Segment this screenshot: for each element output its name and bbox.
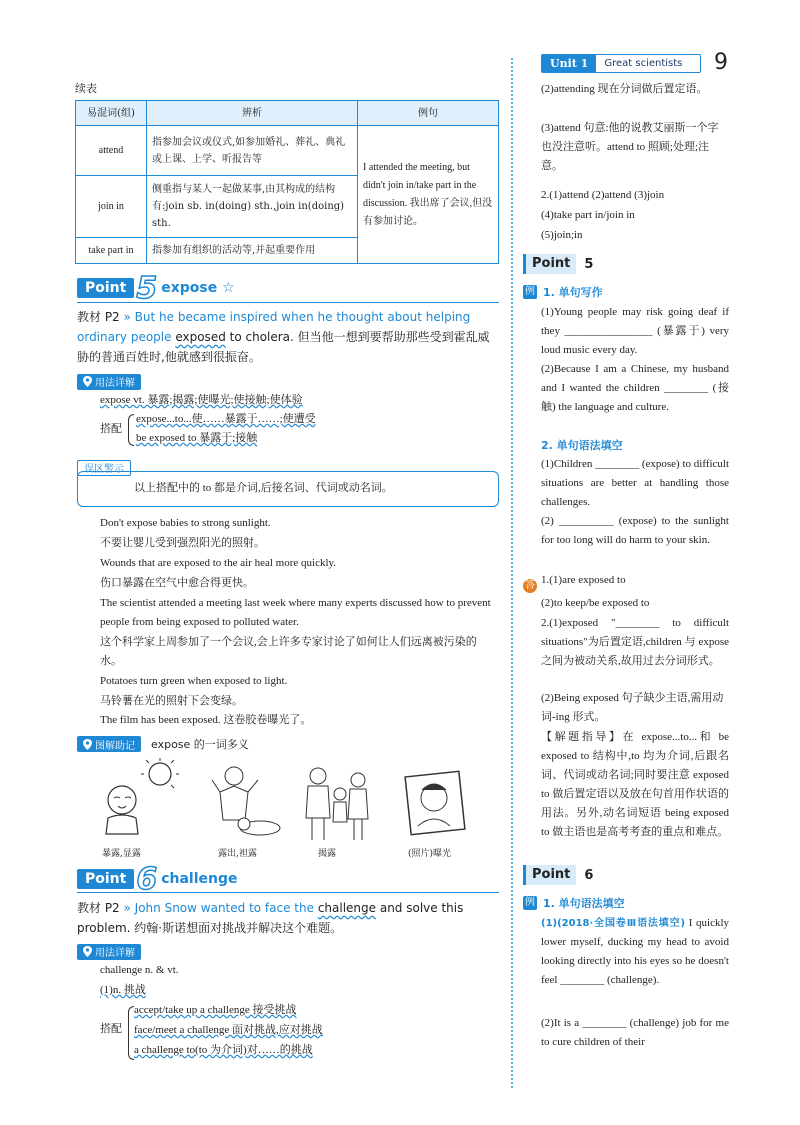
caption: 揭露 <box>318 849 337 859</box>
table-cell: take part in <box>76 238 147 264</box>
usage-tag <box>77 942 141 961</box>
answer-badge-label: 答 <box>525 580 535 591</box>
pos-line: challenge n. & vt. <box>100 964 179 976</box>
source-keyword: challenge <box>317 901 377 915</box>
men-illustration <box>208 762 288 842</box>
comparison-table <box>75 100 499 264</box>
example-en: Wounds that are exposed to the air heal more quickly. <box>100 557 337 569</box>
match-item <box>136 429 257 448</box>
section-title: 2. 单句语法填空 <box>541 439 623 452</box>
point-label: Point <box>523 254 576 274</box>
unit-label: Unit 1 <box>542 55 596 72</box>
right-point5-header <box>523 254 593 274</box>
table-cell: attend <box>76 126 147 176</box>
source-ref: 教材 P2 <box>77 901 120 915</box>
family-illustration <box>298 764 378 844</box>
column-divider <box>511 58 513 1088</box>
usage-tag-label: 用法详解 <box>95 948 135 959</box>
source-text: » But he became inspired when he thought about helping ordinary people <box>77 310 471 344</box>
example-badge: 例 <box>525 286 535 297</box>
table-cell: 指参加有组织的活动等,并起重要作用 <box>147 238 358 264</box>
caption: 暴露,显露 <box>102 849 141 859</box>
match-label: 搭配 <box>100 1023 122 1035</box>
exercise-item: (2)Because I am a Chinese, my husband and I wanted the children ________ (接触) the language and culture. <box>541 363 729 413</box>
memo-tag <box>77 736 249 752</box>
pin-icon <box>83 376 92 387</box>
exercise-header <box>523 895 625 911</box>
sense-line <box>100 981 146 1000</box>
memo-title: expose 的一词多义 <box>151 738 249 751</box>
caption: (照片)曝光 <box>408 849 452 859</box>
example-zh: 不要让婴儿受到强烈阳光的照射。 <box>100 537 265 549</box>
answer-line: 2.(1)attend (2)attend (3)join <box>541 189 665 201</box>
table-header: 易混词(组) <box>76 101 147 126</box>
example-zh: 伤口暴露在空气中愈合得更快。 <box>100 577 254 589</box>
boy-sun-illustration <box>100 758 190 838</box>
m2-text: face/meet a challenge 面对挑战,应对挑战 <box>134 1024 323 1036</box>
example-en: Potatoes turn green when exposed to light. <box>100 675 288 687</box>
example-en: The scientist attended a meeting last week where many experts discussed how to prevent people from being exposed to polluted water. <box>100 597 491 628</box>
source-keyword: exposed <box>175 330 226 344</box>
brace <box>128 414 134 446</box>
match-item <box>134 1021 323 1040</box>
answer-line: (2)attending 现在分词做后置定语。 <box>541 83 708 95</box>
warning-text: 以上搭配中的 to 都是介词,后接名词、代词或动名词。 <box>134 482 393 494</box>
answer-badge <box>523 573 537 593</box>
exercise-item <box>541 914 729 990</box>
warning-box <box>77 471 499 507</box>
point-label: Point <box>77 278 134 298</box>
point-number: 6 <box>584 867 594 883</box>
m1-text: accept/take up a challenge 接受挑战 <box>134 1004 297 1016</box>
point-number: 5 <box>584 256 594 272</box>
answer-line: (2)Being exposed 句子缺少主语,需用动词-ing 形式。 <box>541 692 724 723</box>
continued-label: 续表 <box>75 82 97 95</box>
point-number: 5 <box>136 270 158 306</box>
match-label: 搭配 <box>100 423 122 435</box>
example-en: Don't expose babies to strong sunlight. <box>100 517 271 529</box>
example-badge: 例 <box>525 897 535 908</box>
point-number: 6 <box>136 861 158 897</box>
point5-header <box>77 270 235 306</box>
table-cell: 侧重指与某人一起做某事,由其构成的结构有:join sb. in(doing) sth.,join in(doing) sth. <box>147 176 358 238</box>
divider <box>77 892 499 893</box>
photo-illustration <box>400 768 470 838</box>
table-header: 例句 <box>358 101 499 126</box>
source-ref: 教材 P2 <box>77 310 120 324</box>
answer-line: (5)join;in <box>541 229 583 241</box>
source-translation: to cholera. 但当他一想到要帮助那些受到霍乱威胁的普通百姓时,他就感到很振奋。 <box>77 330 490 364</box>
source-text: » John Snow wanted to face the <box>123 901 318 915</box>
m3-text: a challenge to(to 为介词)对……的挑战 <box>134 1044 313 1056</box>
exercise-item: (1)Children ________ (expose) to difficult situations are better at handling those challenges. <box>541 458 729 508</box>
point-word: expose ☆ <box>161 280 235 296</box>
caption: 露出,袒露 <box>218 849 257 859</box>
definition-text: expose vt. 暴露;揭露;使曝光;使接触;使体验 <box>100 394 303 406</box>
page-number: 9 <box>714 50 728 75</box>
unit-header <box>541 54 701 73</box>
right-point6-header <box>523 865 593 885</box>
exercise-text: I quickly lower myself, ducking my head to avoid looking directly into his eyes so he doesn't feel ________ (challenge). <box>541 917 730 986</box>
table-cell: join in <box>76 176 147 238</box>
point-label: Point <box>77 869 134 889</box>
point6-header <box>77 861 238 897</box>
answer-line: 【解题指导】在 expose...to...和 be exposed to 结构中,to 均为介词,后跟名词、代词或动名词;同时要注意 exposed to 做后置定语以及放在句首用作状语的用法。另外,动名词短语 being exposed to 做主语也是高考考查的重点和难点。 <box>541 731 729 838</box>
answer-line: (2)to keep/be exposed to <box>541 597 650 609</box>
answer-line: (3)attend 句意:他的说教艾丽斯一个字也没注意听。attend to 照顾;处理;注意。 <box>541 122 719 172</box>
example-zh: 马铃薯在光的照射下会变绿。 <box>100 695 243 707</box>
source-translation: and solve this problem. 约翰·斯诺想面对挑战并解决这个难题。 <box>77 901 464 935</box>
match1-text: expose...to...使……暴露于……;使遭受 <box>136 413 316 425</box>
table-header: 辨析 <box>147 101 358 126</box>
sense-text: (1)n. 挑战 <box>100 984 146 996</box>
expose-definition <box>100 391 303 410</box>
answer-line: 1.(1)are exposed to <box>541 574 626 586</box>
match-item <box>134 1001 297 1020</box>
pin-icon <box>83 739 92 750</box>
section-title: 1. 单句写作 <box>543 286 603 299</box>
exercise-header <box>523 284 603 300</box>
exercise-item: (1)Young people may risk going deaf if they ________________ (暴露于) very loud music every day. <box>541 306 729 356</box>
unit-title: Great scientists <box>604 58 683 69</box>
exercise-item: (2)It is a ________ (challenge) job for me to cure children of their <box>541 1017 729 1048</box>
point-word: challenge <box>161 871 238 887</box>
usage-tag-label: 用法详解 <box>95 378 135 389</box>
warn-tag-label: 误区警示 <box>77 460 131 476</box>
match2-text: be exposed to 暴露于;接触 <box>136 432 258 444</box>
usage-tag <box>77 372 141 391</box>
example-zh: 这个科学家上周参加了一个会议,会上许多专家讨论了如何让人们远离被污染的水。 <box>100 636 477 667</box>
match-item <box>136 410 316 429</box>
exercise-source: (1)(2018·全国卷Ⅲ语法填空) <box>541 918 686 929</box>
section-title: 1. 单句语法填空 <box>543 897 625 910</box>
point6-source <box>77 898 499 938</box>
table-cell: 指参加会议或仪式,如参加婚礼、葬礼、典礼或上课、上学、听报告等 <box>147 126 358 176</box>
point-label: Point <box>523 865 576 885</box>
memo-tag-label: 图解助记 <box>95 740 135 752</box>
match-item <box>134 1041 313 1060</box>
pin-icon <box>83 946 92 957</box>
answer-line: 2.(1)exposed "________ to difficult situations"为后置定语,children 与 expose 之间为被动关系,故用过去分词形式。 <box>541 617 729 667</box>
exercise-item: (2) __________ (expose) to the sunlight for too long will do harm to your skin. <box>541 515 729 546</box>
divider <box>77 302 499 303</box>
answer-line: (4)take part in/join in <box>541 209 635 221</box>
example-en: The film has been exposed. 这卷胶卷曝光了。 <box>100 714 312 726</box>
table-cell-example: I attended the meeting, but didn't join in/take part in the discussion. 我出席了会议,但没有参加讨论。 <box>358 126 499 264</box>
point5-source <box>77 307 499 367</box>
